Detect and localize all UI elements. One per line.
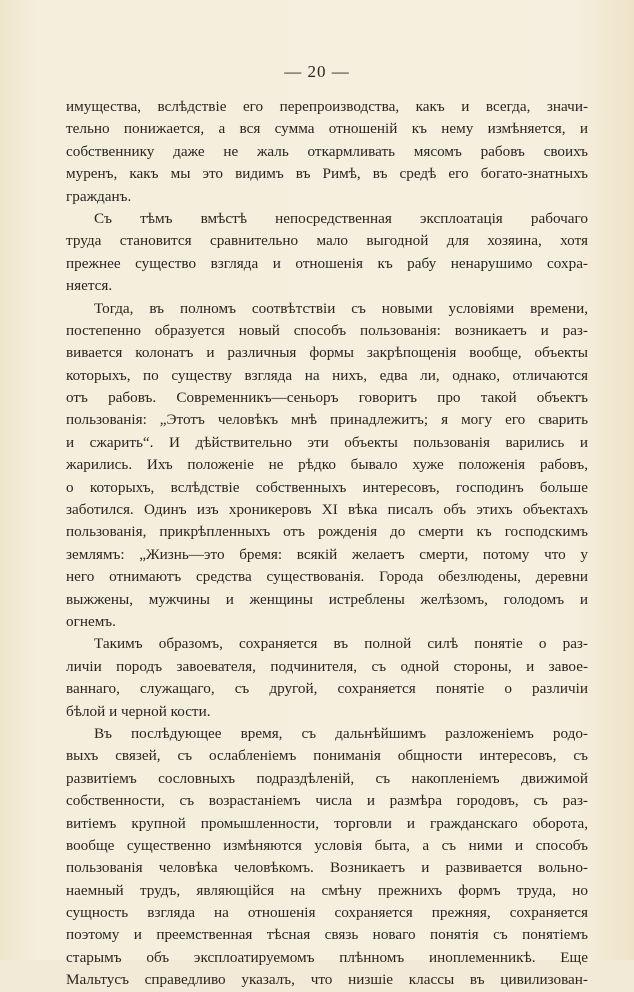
text-line: вивается колонатъ и различныя формы закрѣпощенія вообще, объекты xyxy=(66,344,588,362)
text-line: о которыхъ, вслѣдствіе собственныхъ интересовъ, господинъ больше xyxy=(66,478,588,496)
text-line: развитіемъ сословныхъ подраздѣленій, съ накопленіемъ движимой xyxy=(66,769,588,787)
body-text xyxy=(66,96,588,992)
text-line: старымъ объ эксплоатируемомъ плѣнномъ иноплеменникѣ. Еще xyxy=(66,948,588,966)
text-line: собственности, съ возрастаніемъ числа и размѣра городовъ, съ раз- xyxy=(66,792,588,810)
text-line: постепенно образуется новый способъ пользованія: возникаетъ и раз- xyxy=(66,321,588,339)
text-line: прежнее существо взгляда и отношенія къ рабу ненарушимо сохра- xyxy=(66,254,588,272)
text-line: вообще существенно измѣняются условія быта, а съ ними и способъ xyxy=(66,836,588,854)
text-line: которыхъ, по существу взгляда на нихъ, едва ли, однако, отличаются xyxy=(66,366,588,384)
text-line: гражданъ. xyxy=(66,187,132,205)
text-line: личіи породъ завоевателя, подчинителя, съ одной стороны, и завое- xyxy=(66,657,588,675)
text-line: землямъ: „Жизнь—это бремя: всякій желаетъ смерти, потому что у xyxy=(66,545,588,563)
text-line: Такимъ образомъ, сохраняется въ полной силѣ понятіе о раз- xyxy=(94,635,588,653)
text-line: него отнимаютъ средства существованія. Города обезлюдены, деревни xyxy=(66,568,588,586)
text-line: пользованія человѣка человѣкомъ. Возникаетъ и развивается вольно- xyxy=(66,859,588,877)
text-line: витіемъ крупной промышленности, торговли и гражданскаго оборота, xyxy=(66,814,588,832)
text-line: сущность взгляда на отношенія сохраняется прежняя, сохраняется xyxy=(66,904,588,922)
text-line: муренъ, какъ мы это видимъ въ Римѣ, въ средѣ его богато-знатныхъ xyxy=(66,165,588,183)
text-line: имущества, вслѣдствіе его перепроизводства, какъ и всегда, значи- xyxy=(66,98,588,115)
text-line: и сжарить“. И дѣйствительно эти объекты пользованія варились и xyxy=(66,433,588,451)
text-line: отъ рабовъ. Современникъ—сеньоръ говоритъ про такой объектъ xyxy=(66,389,588,407)
text-line: Тогда, въ полномъ соотвѣтствіи съ новыми условіями времени, xyxy=(94,299,588,317)
text-line: Мальтусъ справедливо указалъ, что низшіе классы въ цивилизован- xyxy=(66,971,588,989)
text-line: Въ послѣдующее время, съ дальнѣйшимъ разложеніемъ родо- xyxy=(94,724,588,742)
page-number: — 20 — xyxy=(284,62,350,81)
text-line: ваннаго, служащаго, съ другой, сохраняется понятіе о различіи xyxy=(66,680,588,698)
text-line: выжжены, мужчины и женщины истреблены желѣзомъ, голодомъ и xyxy=(66,590,588,608)
text-line: бѣлой и черной кости. xyxy=(66,702,211,720)
text-line: пользованія, прикрѣпленныхъ отъ рожденія до смерти къ господскимъ xyxy=(66,523,588,541)
text-line: жарились. Ихъ положеніе не рѣдко бывало хуже положенія рабовъ, xyxy=(66,456,588,474)
text-line: огнемъ. xyxy=(66,612,116,630)
text-line: выхъ связей, съ ослабленіемъ пониманія общности интересовъ, съ xyxy=(66,747,588,765)
text-line: пользованія: „Этотъ человѣкъ мнѣ принадлежитъ; я могу его сварить xyxy=(66,411,588,429)
text-line: заботился. Одинъ изъ хроникеровъ XI вѣка писалъ объ этихъ объектахъ xyxy=(66,501,588,519)
text-line: труда становится сравнительно мало выгодной для хозяина, хотя xyxy=(66,232,588,250)
text-line: няется. xyxy=(66,277,113,295)
text-line: Съ тѣмъ вмѣстѣ непосредственная эксплоатація рабочаго xyxy=(94,209,588,227)
text-line: тельно понижается, а вся сумма отношеній къ нему измѣняется, и xyxy=(66,120,588,138)
text-line: поэтому и преемственная тѣсная связь новаго понятія съ понятіемъ xyxy=(66,926,588,944)
text-line: собственнику даже не жаль откармливать мясомъ рабовъ своихъ xyxy=(66,142,588,160)
text-line: наемный трудъ, являющійся на смѣну прежнихъ формъ труда, но xyxy=(66,881,588,899)
